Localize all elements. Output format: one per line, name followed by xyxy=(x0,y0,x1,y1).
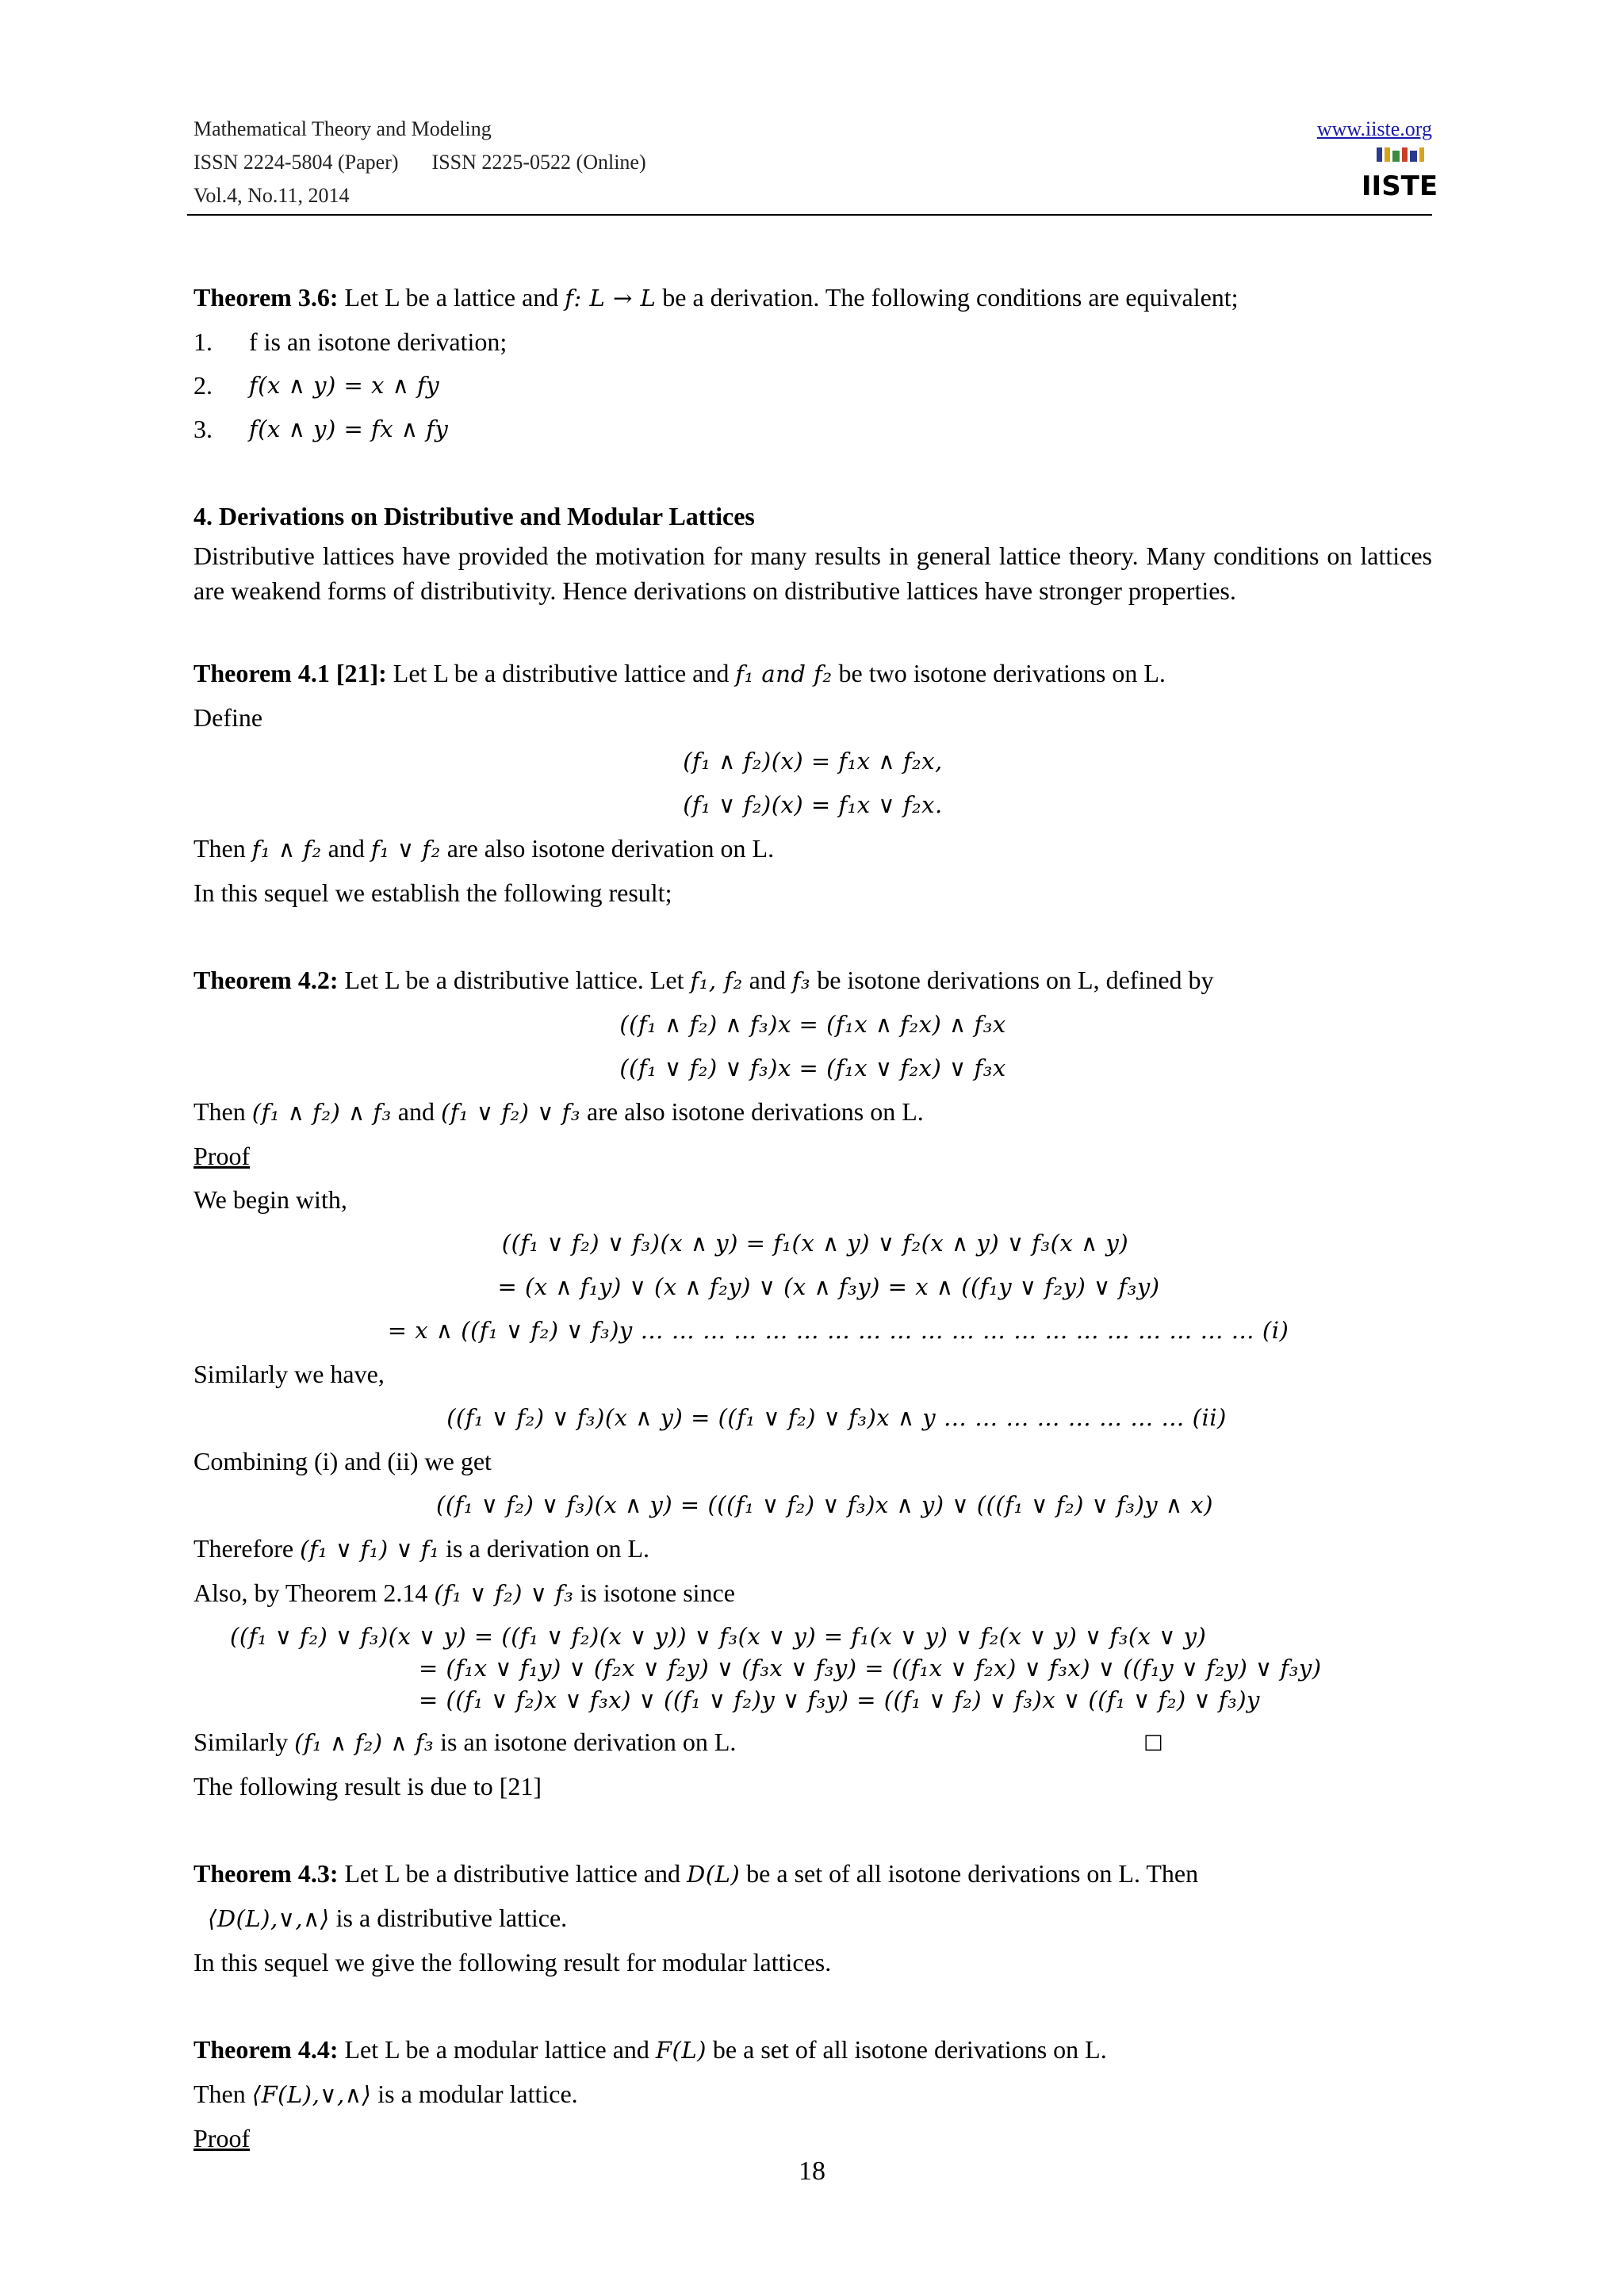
volume-issue: Vol.4, No.11, 2014 xyxy=(193,184,350,207)
text: are also isotone derivation on L. xyxy=(440,834,775,863)
text: be isotone derivations on L, defined by xyxy=(810,966,1214,994)
journal-name: Mathematical Theory and Modeling xyxy=(193,117,492,140)
paragraph xyxy=(193,1896,1432,1941)
text: Similarly xyxy=(193,1728,295,1756)
item-math: f(x ∧ y) = fx ∧ fy xyxy=(249,415,449,442)
text: is isotone since xyxy=(573,1578,735,1607)
text: be a derivation. The following conditions are equivalent; xyxy=(656,283,1239,312)
equation: ((f₁ ∨ f₂) ∨ f₃)(x ∧ y) = (((f₁ ∨ f₂) ∨ f₃)x ∧ y) ∨ (((f₁ ∨ f₂) ∨ f₃)y ∧ x) xyxy=(436,1491,1213,1518)
theorem-label: Theorem 4.3: xyxy=(193,1859,339,1888)
running-header xyxy=(193,113,1438,212)
issn-line xyxy=(193,146,1432,179)
paragraph xyxy=(193,1720,1432,1765)
math-inline: (f₁ ∨ f₂) ∨ f₃ xyxy=(440,1099,581,1126)
equation: = ((f₁ ∨ f₂)x ∨ f₃x) ∨ ((f₁ ∨ f₂)y ∨ f₃y) = ((f₁ ∨ f₂) ∨ f₃)x ∨ ((f₁ ∨ f₂) ∨ f₃)y xyxy=(419,1686,1260,1713)
text: Then xyxy=(193,1097,252,1126)
qed-symbol: □ xyxy=(1143,1730,1163,1754)
text: is an isotone derivation on L. xyxy=(434,1728,737,1756)
spacer xyxy=(193,1984,1432,2028)
math-inline: ⟨F(L),∨,∧⟩ xyxy=(251,2081,372,2108)
equation: = (x ∧ f₁y) ∨ (x ∧ f₂y) ∨ (x ∧ f₃y) = x ∧ ((f₁y ∨ f₂y) ∨ f₃y) xyxy=(497,1273,1160,1300)
equation: (f₁ ∧ f₂)(x) = f₁x ∧ f₂x, xyxy=(683,748,943,775)
proof-label: Proof xyxy=(193,2124,251,2152)
math-inline: f: L → L xyxy=(565,285,657,312)
paragraph xyxy=(193,1527,1432,1571)
section-heading: 4. Derivations on Distributive and Modular Lattices xyxy=(193,502,755,530)
equation: ((f₁ ∧ f₂) ∧ f₃)x = (f₁x ∧ f₂x) ∧ f₃x xyxy=(619,1011,1006,1038)
equation: = (f₁x ∨ f₁y) ∨ (f₂x ∨ f₂y) ∨ (f₃x ∨ f₃y) = ((f₁x ∨ f₂x) ∨ f₃x) ∨ ((f₁y ∨ f₂y) ∨ f₃y) xyxy=(419,1655,1322,1682)
text: is a derivation on L. xyxy=(439,1534,649,1563)
paragraph: In this sequel we establish the following result; xyxy=(193,878,672,907)
section-paragraph: Distributive lattices have provided the motivation for many results in general lattice theory. Many conditions on lattices are weakend forms of distributivity. Hence derivations on distributive lattices have stronger properties. xyxy=(193,541,1432,605)
equation: = x ∧ ((f₁ ∨ f₂) ∨ f₃)y … … … … … … … … … … … … … … … … … … … … (i) xyxy=(387,1317,1289,1344)
theorem-4-1 xyxy=(193,652,1432,696)
theorem-label: Theorem 4.4: xyxy=(193,2035,339,2064)
text: and xyxy=(742,966,792,994)
issn-paper: ISSN 2224-5804 (Paper) xyxy=(193,151,399,174)
math-inline: f₁ ∧ f₂ xyxy=(251,836,322,863)
math-inline: f₁, f₂ xyxy=(690,967,743,994)
math-inline: (f₁ ∨ f₁) ∨ f₁ xyxy=(300,1536,440,1563)
item-text: f is an isotone derivation; xyxy=(249,327,508,356)
page-body xyxy=(193,276,1432,2160)
spacer xyxy=(193,451,1432,495)
text: Let L be a distributive lattice and xyxy=(338,1859,688,1888)
list-item xyxy=(193,320,1432,364)
theorem-4-3 xyxy=(193,1852,1432,1896)
text: be a set of all isotone derivations on L. xyxy=(706,2035,1107,2064)
math-inline: f₁ and f₂ xyxy=(735,660,833,687)
theorem-4-2 xyxy=(193,959,1432,1003)
paragraph: Combining (i) and (ii) we get xyxy=(193,1447,492,1475)
item-math: f(x ∧ y) = x ∧ fy xyxy=(249,372,440,399)
proof-label: Proof xyxy=(193,1142,251,1170)
math-inline: f₁ ∨ f₂ xyxy=(370,836,441,863)
equation: ((f₁ ∨ f₂) ∨ f₃)x = (f₁x ∨ f₂x) ∨ f₃x xyxy=(619,1054,1006,1081)
spacer xyxy=(193,915,1432,959)
journal-url-link[interactable]: www.iiste.org xyxy=(1316,117,1432,140)
logo-text: IISTE xyxy=(1361,170,1438,202)
iiste-logo xyxy=(1361,146,1438,202)
issn-online: ISSN 2225-0522 (Online) xyxy=(431,151,646,174)
list-item xyxy=(193,408,1432,451)
item-number: 1. xyxy=(193,327,213,356)
spacer xyxy=(193,608,1432,652)
text: Let L be a distributive lattice. Let xyxy=(338,966,691,994)
math-inline: f₃ xyxy=(791,967,811,994)
list-item xyxy=(193,364,1432,408)
theorem-label: Theorem 4.1 [21]: xyxy=(193,659,387,687)
text: Let L be a modular lattice and xyxy=(338,2035,656,2064)
theorem-label: Theorem 3.6: xyxy=(193,283,339,312)
equation: ((f₁ ∨ f₂) ∨ f₃)(x ∧ y) = f₁(x ∧ y) ∨ f₂(x ∧ y) ∨ f₃(x ∧ y) xyxy=(501,1230,1129,1257)
text: be a set of all isotone derivations on L. Then xyxy=(740,1859,1199,1888)
header-divider xyxy=(187,214,1432,216)
text: Then xyxy=(193,834,252,863)
text: Then xyxy=(193,2080,252,2108)
multi-line-equation xyxy=(193,1616,1432,1720)
text: is a modular lattice. xyxy=(371,2080,578,2108)
text: be two isotone derivations on L. xyxy=(832,659,1166,687)
paragraph: The following result is due to [21] xyxy=(193,1772,542,1800)
math-inline: D(L) xyxy=(687,1861,741,1888)
theorem-3-6 xyxy=(193,276,1432,320)
item-number: 2. xyxy=(193,371,213,400)
condition-list xyxy=(193,320,1432,451)
text: Therefore xyxy=(193,1534,301,1563)
paragraph: Similarly we have, xyxy=(193,1360,385,1388)
paragraph xyxy=(193,1571,1432,1616)
math-inline: F(L) xyxy=(655,2037,707,2064)
theorem-label: Theorem 4.2: xyxy=(193,966,339,994)
theorem-conclusion xyxy=(193,1090,1432,1135)
math-inline: (f₁ ∧ f₂) ∧ f₃ xyxy=(251,1099,392,1126)
text: and xyxy=(391,1097,441,1126)
text: Also, by Theorem 2.14 xyxy=(193,1578,435,1607)
theorem-4-4 xyxy=(193,2028,1432,2072)
text: Let L be a distributive lattice and xyxy=(386,659,736,687)
math-inline: ⟨D(L),∨,∧⟩ xyxy=(208,1905,330,1932)
math-inline: (f₁ ∨ f₂) ∨ f₃ xyxy=(434,1580,574,1607)
equation: ((f₁ ∨ f₂) ∨ f₃)(x ∨ y) = ((f₁ ∨ f₂)(x ∨ y)) ∨ f₃(x ∨ y) = f₁(x ∨ y) ∨ f₂(x ∨ y) ∨ f₃(x ∨ y) xyxy=(230,1623,1207,1650)
spacer xyxy=(193,1808,1432,1852)
text: are also isotone derivations on L. xyxy=(580,1097,924,1126)
text: Let L be a lattice and xyxy=(338,283,565,312)
text: and xyxy=(321,834,371,863)
define-label: Define xyxy=(193,703,263,732)
text: is a distributive lattice. xyxy=(329,1904,568,1932)
paragraph: In this sequel we give the following result for modular lattices. xyxy=(193,1948,832,1976)
equation: ((f₁ ∨ f₂) ∨ f₃)(x ∧ y) = ((f₁ ∨ f₂) ∨ f₃)x ∧ y … … … … … … … … (ii) xyxy=(446,1404,1227,1431)
math-inline: (f₁ ∧ f₂) ∧ f₃ xyxy=(294,1729,435,1756)
page-number: 18 xyxy=(799,2156,825,2186)
paragraph: We begin with, xyxy=(193,1185,347,1214)
theorem-conclusion xyxy=(193,827,1432,871)
equation: (f₁ ∨ f₂)(x) = f₁x ∨ f₂x. xyxy=(683,791,943,818)
paragraph xyxy=(193,2072,1432,2117)
item-number: 3. xyxy=(193,415,213,443)
